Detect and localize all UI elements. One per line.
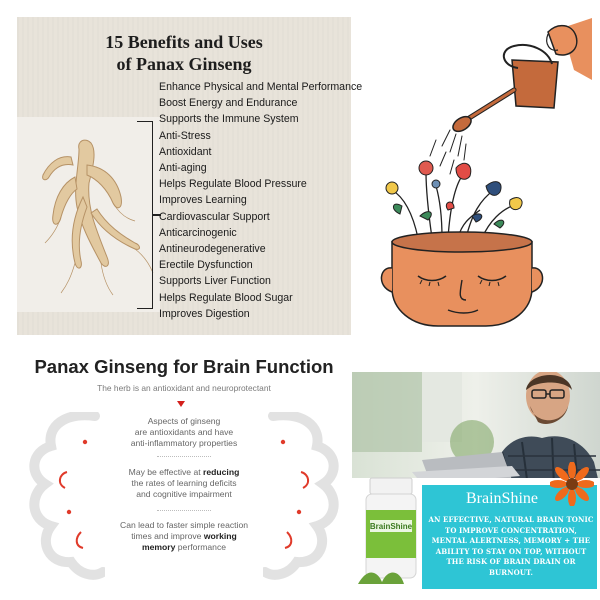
left-brain-icon (25, 412, 105, 582)
brainshine-description: AN EFFECTIVE, NATURAL BRAIN TONIC TO IMPROVE CONCENTRATION, MENTAL ALERTNESS, MEMORY + THE ABILITY TO STAY ON TOP, WITHOUT THE RISK OF BRAIN DRAIN OR BURNOUT. (428, 515, 594, 577)
list-item: Anti-aging (159, 162, 207, 175)
point-reaction: Can lead to faster simple reaction times and improve working memory performance (119, 520, 249, 552)
divider (157, 510, 211, 511)
benefits-title: 15 Benefits and Uses of Panax Ginseng (105, 32, 263, 74)
brain-function-panel (17, 350, 351, 590)
list-item: Antioxidant (159, 145, 212, 158)
brainshine-panel (352, 372, 600, 590)
supplement-bottle-icon (358, 476, 424, 586)
benefits-list (159, 79, 362, 322)
list-item: Anticarcinogenic (159, 226, 237, 239)
list-item: Antineurodegenerative (159, 243, 266, 256)
list-item: Cardiovascular Support (159, 210, 270, 223)
divider (157, 456, 211, 457)
head-icon (381, 232, 542, 326)
watering-head-illustration (362, 10, 592, 335)
list-bracket (137, 121, 153, 309)
watering-can-icon (450, 45, 558, 134)
list-item: Helps Regulate Blood Pressure (159, 178, 307, 191)
list-item: Helps Regulate Blood Sugar (159, 291, 293, 304)
right-brain-icon (263, 412, 343, 582)
list-item: Anti-Stress (159, 129, 211, 142)
list-item: Enhance Physical and Mental Performance (159, 81, 363, 93)
list-item: Improves Digestion (159, 307, 250, 320)
point-learning: May be effective at reducing the rates of learning deficits and cognitive impairment (128, 467, 240, 499)
list-item: Boost Energy and Endurance (159, 97, 298, 110)
list-item: Supports the Immune System (159, 113, 299, 126)
benefits-panel (17, 17, 363, 335)
bottle-label: BrainShine (369, 522, 413, 531)
caret-down-icon (177, 401, 185, 407)
brain-panel-subtitle: The herb is an antioxidant and neuroprotectant (97, 383, 271, 393)
brain-panel-title: Panax Ginseng for Brain Function (34, 356, 334, 377)
brainshine-brand: BrainShine (466, 490, 538, 507)
point-antioxidant: Aspects of ginseng are antioxidants and have anti-inflammatory properties (130, 416, 238, 448)
list-item: Improves Learning (159, 194, 247, 207)
list-item: Supports Liver Function (159, 275, 271, 288)
list-item: Erectile Dysfunction (159, 259, 253, 272)
